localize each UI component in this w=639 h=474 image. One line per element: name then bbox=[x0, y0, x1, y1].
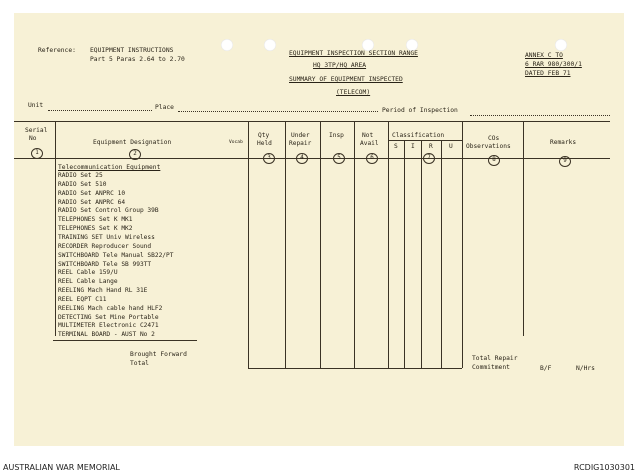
col-classification-header: Classification bbox=[392, 132, 445, 139]
classification-rule bbox=[388, 140, 462, 141]
list-item: RADIO Set Control Group 39B bbox=[58, 207, 159, 215]
list-item: TERMINAL BOARD - AUST No 2 bbox=[58, 331, 155, 339]
col-notavail-header-2: Avail bbox=[360, 140, 379, 147]
list-item: REEL EQPT C11 bbox=[58, 295, 107, 303]
list-item: RADIO Set 510 bbox=[58, 180, 107, 188]
col-observations-header: COs bbox=[488, 135, 500, 142]
list-item: REEL Cable 159/U bbox=[58, 269, 118, 277]
col-class-r: R bbox=[429, 143, 433, 150]
list-item: RADIO Set ANPRC 10 bbox=[58, 189, 126, 197]
annex-line-3: DATED FEB 71 bbox=[525, 70, 571, 77]
list-item: REELING Mach Hand RL 31E bbox=[58, 287, 148, 295]
place-field bbox=[178, 111, 378, 112]
list-item: SWITCHBOARD Tele Manual SB22/PT bbox=[58, 251, 174, 259]
column-number-3: 3 bbox=[263, 153, 275, 164]
nhrs-label: N/Hrs bbox=[576, 365, 595, 372]
list-item: TELEPHONES Set K MK2 bbox=[58, 225, 133, 233]
column-number-7: 7 bbox=[423, 153, 435, 164]
reference-line-1: EQUIPMENT INSTRUCTIONS bbox=[90, 47, 174, 54]
unit-label: Unit bbox=[28, 102, 44, 109]
col-rule bbox=[248, 121, 249, 368]
col-class-s: S bbox=[394, 143, 398, 150]
total-repair-label-2: Commitment bbox=[472, 364, 510, 371]
list-item: REELING Mach cable hand HLF2 bbox=[58, 304, 163, 312]
column-number-2: 2 bbox=[129, 149, 141, 160]
col-vocab-header: Vocab bbox=[229, 140, 243, 145]
column-number-5: 5 bbox=[333, 153, 345, 164]
col-serial-header: Serial bbox=[25, 127, 48, 134]
col-notavail-header: Not bbox=[362, 132, 374, 139]
column-number-4: 4 bbox=[296, 153, 308, 164]
unit-field bbox=[48, 110, 152, 111]
list-item: REEL Cable Lange bbox=[58, 278, 118, 286]
list-item: TRAINING SET Univ Wireless bbox=[58, 233, 155, 241]
col-qty-header: Qty bbox=[258, 132, 270, 139]
col-repair-header: Under bbox=[291, 132, 310, 139]
col-rule bbox=[421, 140, 422, 368]
col-rule bbox=[388, 121, 389, 368]
table-bottom-rule bbox=[248, 368, 462, 369]
list-item: TELEPHONES Set K MK1 bbox=[58, 216, 133, 224]
column-number-6: 6 bbox=[366, 153, 378, 164]
col-serial-header-2: No bbox=[29, 135, 37, 142]
col-qty-header-2: Held bbox=[257, 140, 272, 147]
col-rule bbox=[320, 121, 321, 368]
list-item: RADIO Set 25 bbox=[58, 172, 103, 179]
col-rule bbox=[354, 121, 355, 368]
punch-hole bbox=[221, 39, 233, 51]
col-remarks-header: Remarks bbox=[550, 139, 577, 146]
col-repair-header-2: Repair bbox=[289, 140, 312, 147]
brought-forward-label: Brought Forward bbox=[130, 351, 187, 358]
list-end-rule bbox=[53, 340, 197, 341]
col-insp-header: Insp bbox=[329, 132, 344, 139]
reference-label: Reference: bbox=[38, 47, 76, 54]
list-item: DETECTING Set Mine Portable bbox=[58, 313, 159, 321]
list-item: RECORDER Reproducer Sound bbox=[58, 242, 152, 250]
credit-left: AUSTRALIAN WAR MEMORIAL bbox=[3, 463, 120, 472]
period-label: Period of Inspection bbox=[382, 107, 458, 114]
col-rule bbox=[404, 140, 405, 368]
title-line-4: (TELECOM) bbox=[336, 89, 371, 96]
col-rule bbox=[462, 121, 463, 368]
punch-hole bbox=[555, 39, 567, 51]
punch-hole bbox=[264, 39, 276, 51]
total-label: Total bbox=[130, 360, 149, 367]
col-designation-header: Equipment Designation bbox=[93, 139, 172, 146]
annex-line-2: 6 RAR 980/300/1 bbox=[525, 61, 582, 68]
column-number-1: 1 bbox=[31, 148, 43, 159]
list-item: RADIO Set ANPRC 64 bbox=[58, 198, 126, 206]
list-item: SWITCHBOARD Tele SB 993TT bbox=[58, 260, 152, 268]
title-line-2: HQ 3TP/HQ AREA bbox=[313, 62, 367, 69]
bf-label: B/F bbox=[540, 365, 552, 372]
col-rule bbox=[441, 140, 442, 368]
header-bottom-rule bbox=[14, 158, 610, 159]
title-line-1: EQUIPMENT INSPECTION SECTION RANGE bbox=[289, 50, 418, 57]
period-field bbox=[470, 115, 610, 116]
col-rule bbox=[55, 121, 56, 336]
col-rule bbox=[285, 121, 286, 368]
reference-line-2: Part 5 Paras 2.64 to 2.70 bbox=[90, 56, 185, 63]
col-observations-header-2: Observations bbox=[466, 143, 511, 150]
section-heading: Telecommunication Equipment bbox=[58, 164, 161, 171]
column-number-8: 8 bbox=[488, 155, 500, 166]
annex-line-1: ANNEX C TO bbox=[525, 52, 563, 59]
column-number-9: 9 bbox=[559, 156, 571, 167]
title-line-3: SUMMARY OF EQUIPMENT INSPECTED bbox=[289, 76, 403, 83]
table-top-rule bbox=[14, 121, 610, 122]
col-class-u: U bbox=[449, 143, 453, 150]
place-label: Place bbox=[155, 104, 174, 111]
col-class-i: I bbox=[411, 143, 415, 150]
col-rule bbox=[523, 121, 524, 336]
list-item: MULTIMETER Electronic C2471 bbox=[58, 322, 159, 330]
credit-right: RCDIG1030301 bbox=[573, 463, 635, 472]
total-repair-label: Total Repair bbox=[472, 355, 518, 362]
